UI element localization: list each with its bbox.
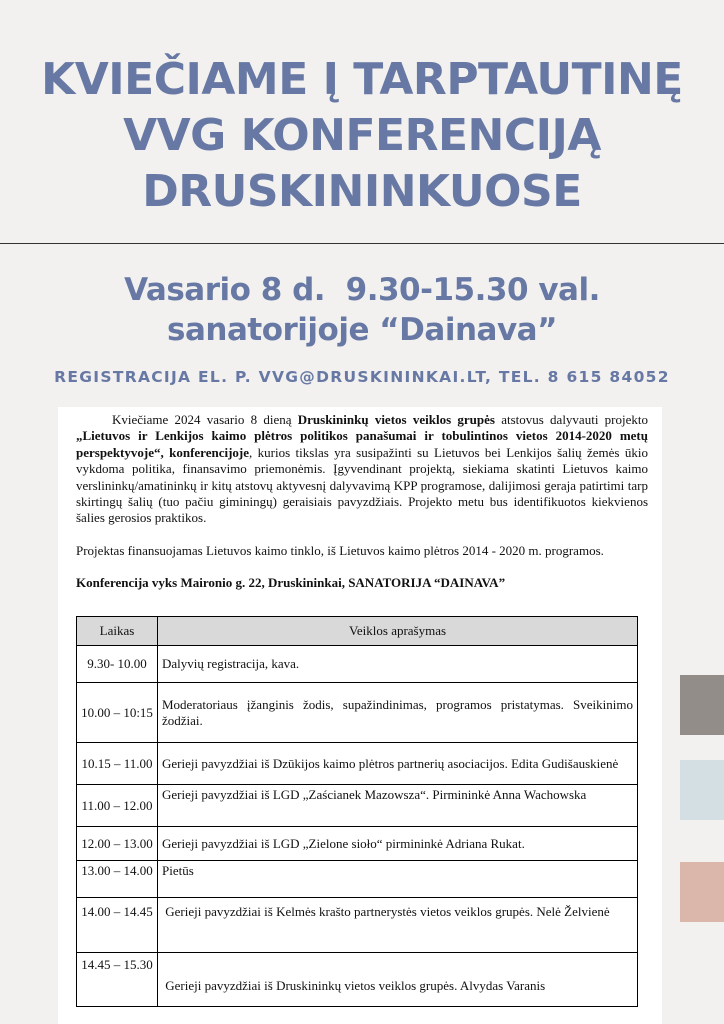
table-row — [77, 827, 638, 861]
row-description: Gerieji pavyzdžiai iš Druskininkų vietos veiklos grupės. Alvydas Varanis — [158, 953, 638, 1007]
row-description: Dalyvių registracija, kava. — [158, 646, 638, 683]
document-body — [76, 412, 648, 592]
intro-text-a: Kviečiame 2024 vasario 8 dieną — [112, 412, 298, 427]
schedule-header-row — [77, 617, 638, 646]
table-row — [77, 898, 638, 953]
intro-text-c: atstovus dalyvauti projekto — [494, 412, 648, 427]
table-row — [77, 953, 638, 1007]
header-description: Veiklos aprašymas — [158, 617, 638, 646]
event-subtitle — [0, 270, 724, 350]
row-description: Gerieji pavyzdžiai iš LGD „Zielone sioło“ pirmininkė Adriana Rukat. — [158, 827, 638, 861]
registration-line: REGISTRACIJA EL. P. VVG@DRUSKININKAI.LT, TEL. 8 615 84052 — [54, 368, 670, 386]
color-swatch-2 — [680, 760, 724, 820]
table-row — [77, 743, 638, 785]
row-time: 9.30- 10.00 — [77, 646, 158, 683]
row-description: Gerieji pavyzdžiai iš Kelmės krašto partnerystės vietos veiklos grupės. Nelė Želvienė — [158, 898, 638, 953]
table-row — [77, 861, 638, 898]
event-date-time: Vasario 8 d. 9.30-15.30 val. — [124, 272, 600, 308]
row-time: 10.15 – 11.00 — [77, 743, 158, 785]
row-description: Moderatoriaus įžanginis žodis, supažindinimas, programos pristatymas. Sveikinimo žodžiai. — [158, 683, 638, 743]
intro-project-name: „Lietuvos ir Lenkijos kaimo plėtros politikos panašumai ir tobulintinos vietos 2014-2020 metų perspektyvoje“, konferencijoje — [76, 428, 648, 460]
intro-text-e: , kurios tikslas yra susipažinti su Lietuvos bei Lenkijos šalių žemės ūkio vykdoma politika, finansavimo priemonėmis. Įgyvendinant projektą, siekiama skatinti Lietuvos kaimo verslininkų/amatininkų ir kitų atstovų aktyvesnį dalyvavimą KPP programose, dalijimosi geraja patirtimi tarp skirtingų šalių (tuo pačiu giminingų) geraisiais pavyzdžiais. Projekto metu bus identifikuotos kiekvienos šalies gerosios praktikos. — [76, 444, 648, 526]
event-venue: sanatorijoje “Dainava” — [167, 312, 557, 348]
venue-paragraph: Konferencija vyks Maironio g. 22, Druskininkai, SANATORIJA “DAINAVA” — [76, 575, 506, 591]
row-time: 14.45 – 15.30 — [77, 953, 158, 1007]
row-time: 13.00 – 14.00 — [77, 861, 158, 898]
table-row — [77, 646, 638, 683]
table-row — [77, 683, 638, 743]
color-swatch-3 — [680, 862, 724, 922]
page-title — [0, 52, 724, 220]
color-swatch-1 — [680, 675, 724, 735]
row-time: 10.00 – 10:15 — [77, 683, 158, 743]
title-line-1: KVIEČIAME Į TARPTAUTINĘ — [41, 54, 683, 105]
schedule-table — [76, 616, 638, 1007]
table-row — [77, 785, 638, 827]
funding-paragraph: Projektas finansuojamas Lietuvos kaimo tinklo, iš Lietuvos kaimo plėtros 2014 - 2020 m. programos. — [76, 542, 604, 558]
row-description: Gerieji pavyzdžiai iš LGD „Zaścianek Mazowsza“. Pirmininkė Anna Wachowska — [158, 785, 638, 827]
intro-paragraph — [76, 412, 648, 527]
row-time: 11.00 – 12.00 — [77, 785, 158, 827]
header-time: Laikas — [77, 617, 158, 646]
divider — [0, 243, 724, 244]
row-time: 12.00 – 13.00 — [77, 827, 158, 861]
row-time: 14.00 – 14.45 — [77, 898, 158, 953]
title-line-2: VVG KONFERENCIJĄ — [123, 110, 601, 161]
row-description: Pietūs — [158, 861, 638, 898]
row-description: Gerieji pavyzdžiai iš Dzūkijos kaimo plėtros partnerių asociacijos. Edita Gudišauskienė — [158, 743, 638, 785]
title-line-3: DRUSKININKUOSE — [142, 166, 582, 217]
intro-organizer: Druskininkų vietos veiklos grupės — [297, 412, 495, 427]
